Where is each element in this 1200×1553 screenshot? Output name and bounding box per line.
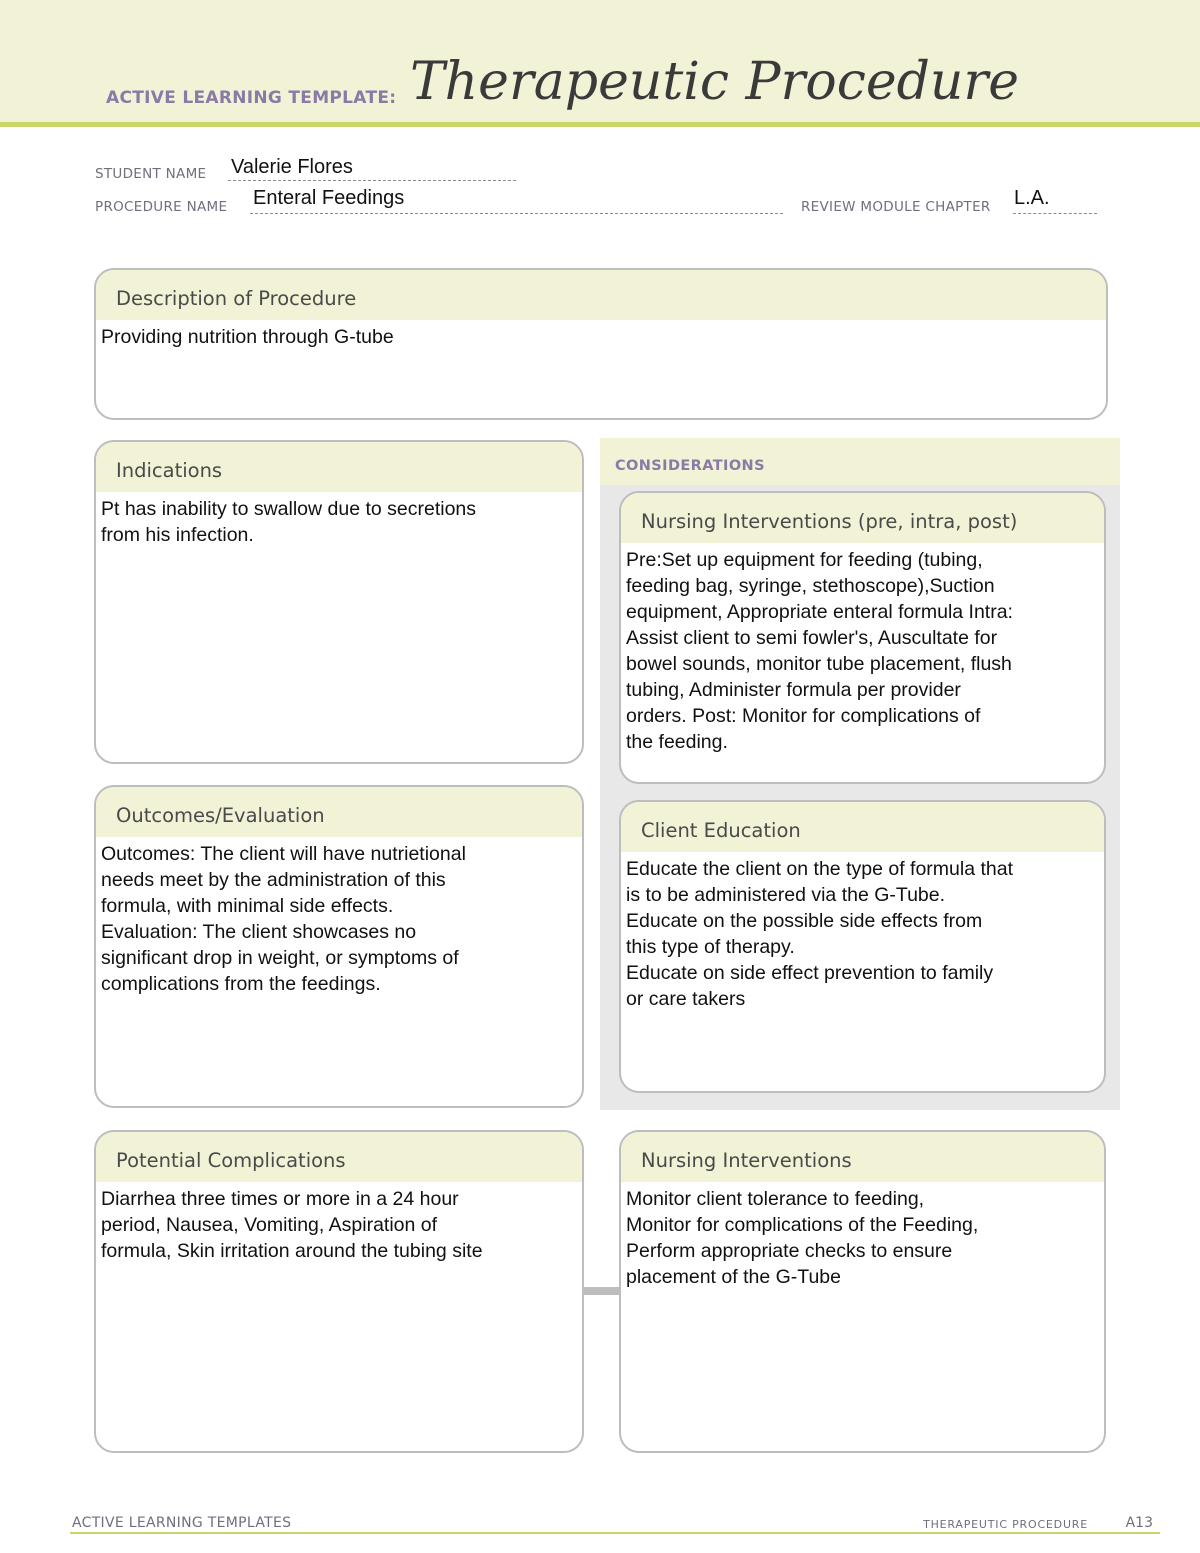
indications-text[interactable]: Pt has inability to swallow due to secretions from his infection. xyxy=(101,498,477,546)
complications-text[interactable]: Diarrhea three times or more in a 24 hour period, Nausea, Vomiting, Aspiration of formula, Skin irritation around the tubing site xyxy=(101,1188,483,1262)
outcomes-title: Outcomes/Evaluation xyxy=(96,787,582,837)
nursing-interventions-title: Nursing Interventions xyxy=(621,1132,1104,1182)
nursing-interventions-text[interactable]: Monitor client tolerance to feeding, Monitor for complications of the Feeding, Perform appropriate checks to ensure placement of the G-Tube xyxy=(626,1188,979,1288)
procedure-name-line xyxy=(250,213,783,214)
outcomes-text[interactable]: Outcomes: The client will have nutrietional needs meet by the administration of this formula, with minimal side effects. Evaluation: The client showcases no significant drop in weight, or symptoms of complications from the feedings. xyxy=(101,843,466,995)
indications-box xyxy=(94,440,584,764)
complications-title: Potential Complications xyxy=(96,1132,582,1182)
header-rule xyxy=(0,122,1200,127)
outcomes-box xyxy=(94,785,584,1108)
complications-box xyxy=(94,1130,584,1453)
client-education-title: Client Education xyxy=(621,802,1104,852)
client-education-text[interactable]: Educate the client on the type of formula that is to be administered via the G-Tube. Educate on the possible side effects from this type of therapy. Educate on side effect prevention to family or care takers xyxy=(626,858,1013,1010)
procedure-name-label: PROCEDURE NAME xyxy=(95,199,228,215)
page-number: A13 xyxy=(1125,1515,1153,1531)
header-label: ACTIVE LEARNING TEMPLATE: xyxy=(106,88,397,108)
client-education-box xyxy=(619,800,1106,1093)
description-title: Description of Procedure xyxy=(96,270,1106,320)
footer-rule xyxy=(70,1532,1160,1534)
indications-title: Indications xyxy=(96,442,582,492)
procedure-name-field[interactable]: Enteral Feedings xyxy=(253,187,405,209)
student-name-field[interactable]: Valerie Flores xyxy=(231,156,353,178)
student-name-line xyxy=(228,180,516,181)
description-text[interactable]: Providing nutrition through G-tube xyxy=(101,326,394,348)
review-module-line xyxy=(1013,213,1097,214)
description-box xyxy=(94,268,1108,420)
review-module-field[interactable]: L.A. xyxy=(1014,187,1050,209)
footer-left: ACTIVE LEARNING TEMPLATES xyxy=(72,1515,292,1531)
nursing-interventions-prepost-title: Nursing Interventions (pre, intra, post) xyxy=(621,493,1104,543)
connector-bar xyxy=(583,1287,621,1295)
nursing-interventions-prepost-box xyxy=(619,491,1106,784)
review-module-label: REVIEW MODULE CHAPTER xyxy=(801,199,991,215)
page-title: Therapeutic Procedure xyxy=(410,52,1019,112)
footer-right: THERAPEUTIC PROCEDURE xyxy=(923,1518,1088,1531)
nursing-interventions-prepost-text[interactable]: Pre:Set up equipment for feeding (tubing, feeding bag, syringe, stethoscope),Suction equipment, Appropriate enteral formula Intra: Assist client to semi fowler's, Auscultate for bowel sounds, monitor tube placement, flush tubing, Administer formula per provider orders. Post: Monitor for complications of the feeding. xyxy=(626,549,1013,753)
nursing-interventions-box xyxy=(619,1130,1106,1453)
considerations-title: CONSIDERATIONS xyxy=(615,458,765,474)
student-name-label: STUDENT NAME xyxy=(95,166,207,182)
